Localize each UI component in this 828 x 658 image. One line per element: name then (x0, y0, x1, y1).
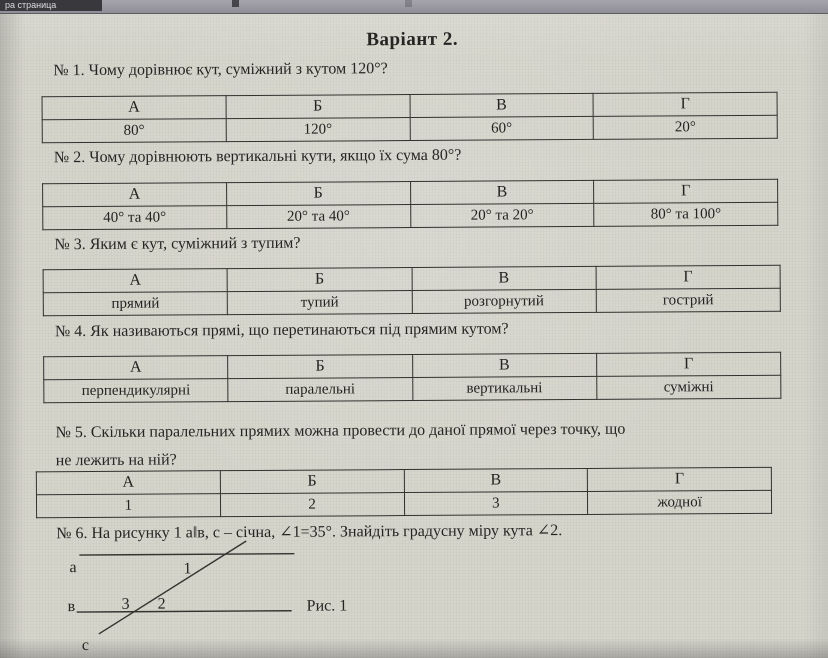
option-cell: 60° (410, 116, 594, 140)
option-cell: 2 (220, 493, 404, 517)
option-letter: Б (226, 95, 410, 119)
option-cell: гострий (596, 288, 780, 312)
option-letter: А (44, 356, 228, 380)
option-letter: В (410, 93, 594, 117)
question-2-options-table (42, 179, 778, 230)
option-cell: 120° (226, 118, 410, 142)
option-cell: тупий (227, 291, 411, 315)
option-cell: прямий (43, 292, 227, 316)
option-cell: 80° (42, 119, 226, 143)
option-letter: Б (228, 355, 412, 379)
option-cell: 3 (404, 491, 588, 515)
option-cell: паралельні (228, 378, 412, 402)
question-5-text-line1: № 5. Скільки паралельних прямих можна провести до даної прямої через точку, що (55, 420, 626, 442)
question-3-options-table (43, 265, 781, 317)
option-letter: Б (227, 268, 411, 292)
option-cell: 40° та 40° (43, 206, 227, 230)
option-letter: Г (588, 467, 772, 491)
line-b (77, 611, 292, 612)
option-letter: В (412, 266, 596, 290)
option-letter: Г (596, 265, 780, 289)
question-2-text: № 2. Чому дорівнюють вертикальні кути, якщо їх сума 80°? (53, 146, 462, 167)
option-cell: 1 (36, 494, 220, 518)
question-3-text: № 3. Яким є кут, суміжний з тупим? (54, 234, 301, 254)
browser-tab[interactable] (0, 0, 102, 11)
option-cell: жодної (588, 490, 772, 514)
bar-mark-icon (232, 0, 239, 7)
question-5-options-table (36, 467, 772, 518)
option-letter: А (42, 96, 226, 120)
option-letter: В (404, 468, 588, 492)
option-letter: В (410, 180, 594, 204)
question-6-text: № 6. На рисунку 1 а‖в, с – січна, ∠1=35°. Знайдіть градусну міру кута ∠2. (56, 522, 563, 543)
option-letter: Г (593, 92, 777, 116)
line-b-label: в (67, 598, 76, 616)
option-cell: розгорнутий (412, 289, 596, 313)
question-4-text: № 4. Як називаються прямі, що перетинаються під прямим кутом? (54, 320, 509, 341)
question-1-options-table (42, 92, 778, 143)
angle-3-label: 3 (121, 595, 130, 613)
page-title: Варіант 2. (366, 28, 459, 51)
angle-1-label: 1 (183, 560, 192, 578)
figure-caption: Рис. 1 (306, 597, 348, 615)
angle-2-label: 2 (157, 595, 166, 613)
option-letter: А (36, 471, 220, 495)
bar-mark-faint-icon (405, 0, 412, 7)
option-letter: Г (596, 352, 780, 376)
line-c-label: с (81, 636, 90, 655)
option-cell: 20° (593, 115, 777, 139)
option-letter: Г (594, 179, 778, 203)
option-cell: 20° та 40° (226, 205, 410, 229)
line-a (79, 554, 294, 555)
option-cell: перпендикулярні (44, 379, 228, 403)
line-a-label: а (69, 559, 77, 577)
option-letter: А (43, 269, 227, 293)
option-cell: вертикальні (412, 376, 596, 400)
test-document (0, 10, 828, 658)
browser-tab-label: ра страница (5, 0, 57, 10)
option-cell: 80° та 100° (594, 202, 778, 226)
option-cell: 20° та 20° (410, 203, 594, 227)
option-letter: Б (226, 182, 410, 206)
question-1-text: № 1. Чому дорівнює кут, суміжний з кутом 120°? (53, 60, 388, 80)
question-4-options-table (43, 352, 781, 404)
option-letter: А (43, 183, 227, 207)
question-5-text-line2: не лежить на ній? (55, 451, 177, 470)
option-cell: суміжні (597, 375, 781, 399)
option-letter: В (412, 353, 596, 377)
figure-1 (61, 535, 382, 657)
option-letter: Б (220, 470, 404, 494)
